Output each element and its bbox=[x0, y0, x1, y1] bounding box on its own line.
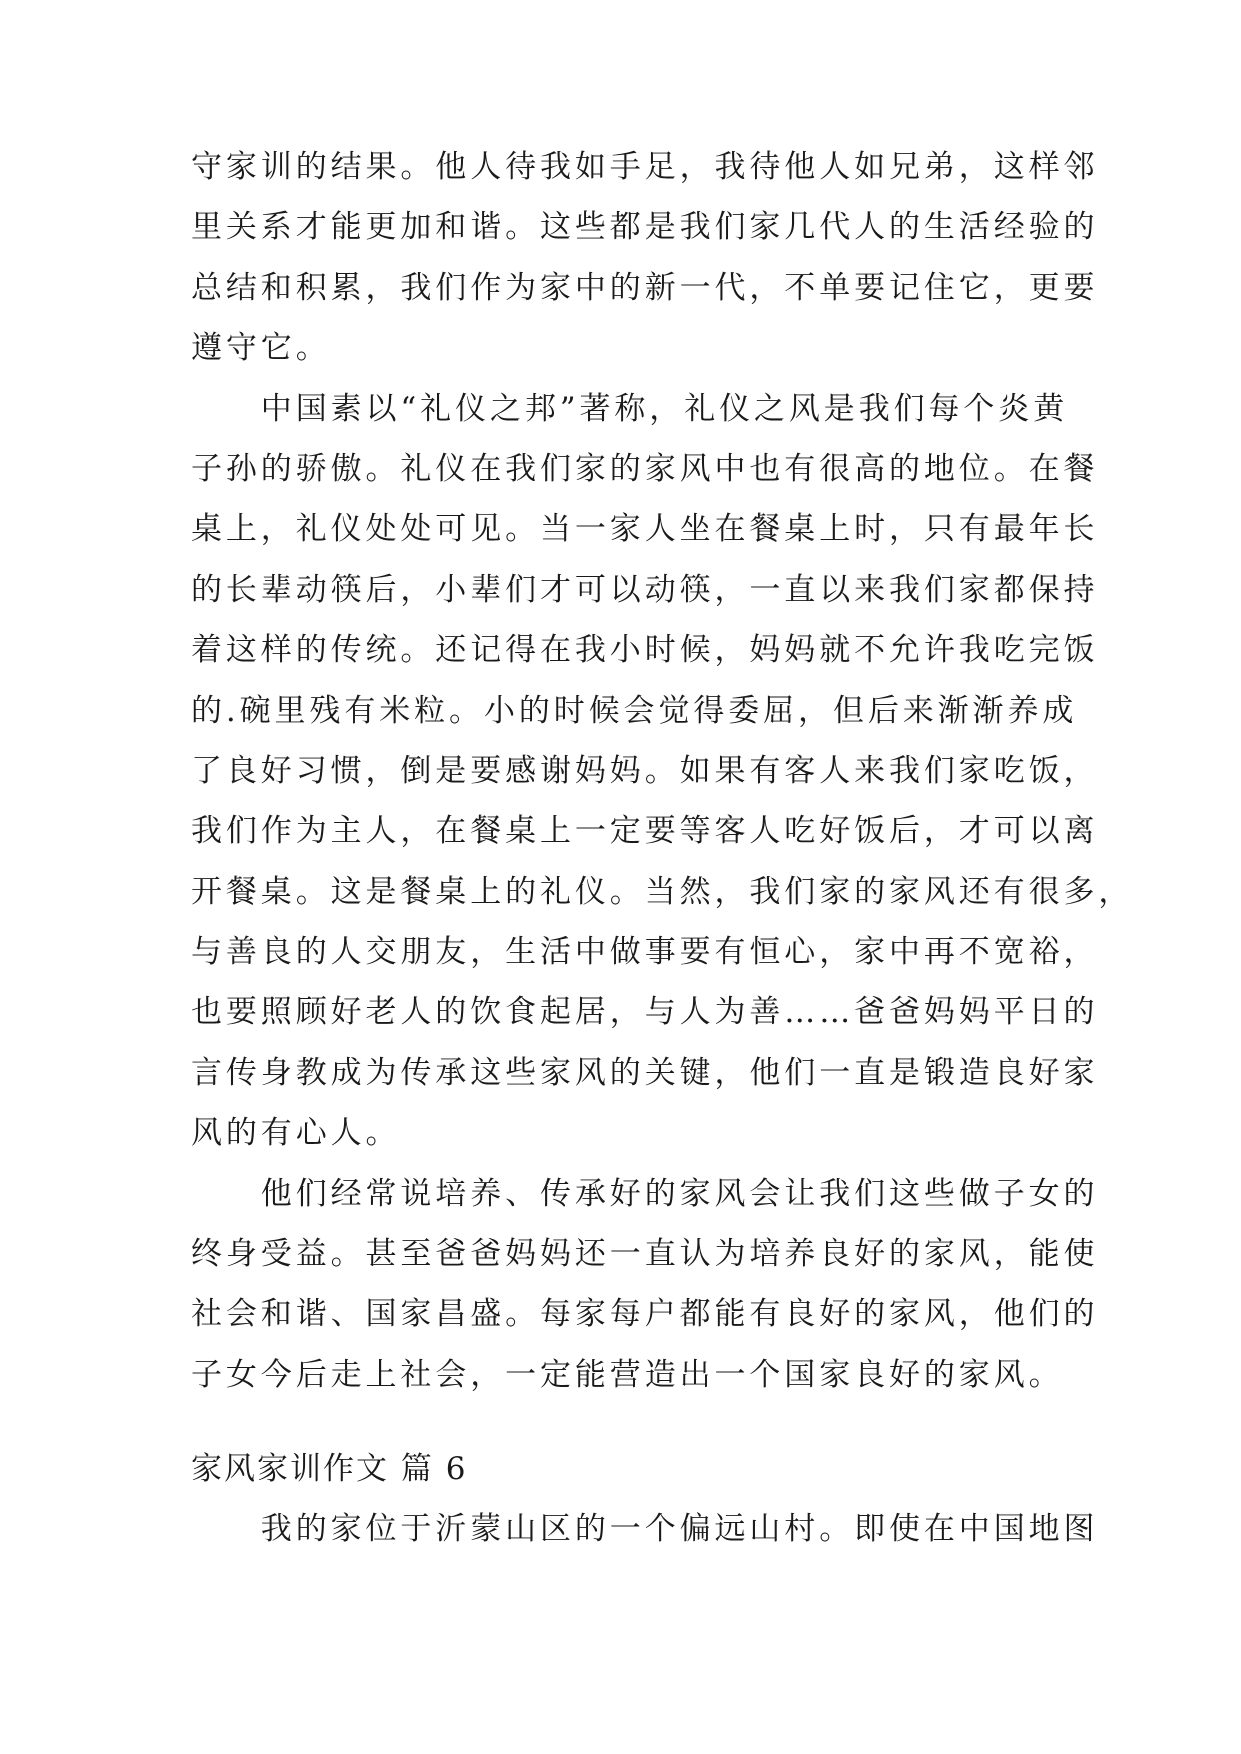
text-line: 桌上，礼仪处处可见。当一家人坐在餐桌上时，只有最年长 bbox=[191, 511, 1099, 548]
text-line: 的.碗里残有米粒。小的时候会觉得委屈，但后来渐渐养成 bbox=[191, 692, 1078, 729]
text-line: 言传身教成为传承这些家风的关键，他们一直是锻造良好家 bbox=[191, 1054, 1099, 1091]
section-heading: 家风家训作文 篇 6 bbox=[191, 1451, 468, 1487]
text-line: 我们作为主人，在餐桌上一定要等客人吃好饭后，才可以离 bbox=[191, 813, 1099, 850]
text-line: 子女今后走上社会，一定能营造出一个国家良好的家风。 bbox=[191, 1356, 1064, 1393]
text-line: 里关系才能更加和谐。这些都是我们家几代人的生活经验的 bbox=[191, 209, 1099, 246]
text-line: 开餐桌。这是餐桌上的礼仪。当然，我们家的家风还有很多， bbox=[191, 873, 1134, 910]
body-text-block bbox=[191, 137, 1134, 1405]
text-line: 中国素以“礼仪之邦”著称，礼仪之风是我们每个炎黄 bbox=[191, 390, 1069, 427]
text-line: 守家训的结果。他人待我如手足，我待他人如兄弟，这样邻 bbox=[191, 149, 1099, 185]
text-line: 的长辈动筷后，小辈们才可以动筷，一直以来我们家都保持 bbox=[191, 571, 1099, 608]
text-line: 了良好习惯，倒是要感谢妈妈。如果有客人来我们家吃饭， bbox=[191, 752, 1099, 789]
text-line: 遵守它。 bbox=[191, 330, 331, 367]
text-line: 我的家位于沂蒙山区的一个偏远山村。即使在中国地图 bbox=[191, 1511, 1099, 1547]
text-line: 与善良的人交朋友，生活中做事要有恒心，家中再不宽裕， bbox=[191, 934, 1099, 971]
text-line: 风的有心人。 bbox=[191, 1115, 401, 1152]
text-line: 也要照顾好老人的饮食起居，与人为善……爸爸妈妈平日的 bbox=[191, 994, 1099, 1031]
text-line: 子孙的骄傲。礼仪在我们家的家风中也有很高的地位。在餐 bbox=[191, 450, 1099, 487]
text-line: 社会和谐、国家昌盛。每家每户都能有良好的家风，他们的 bbox=[191, 1296, 1099, 1333]
body-text-block-2 bbox=[191, 1499, 1099, 1559]
text-line: 着这样的传统。还记得在我小时候，妈妈就不允许我吃完饭 bbox=[191, 632, 1099, 669]
text-line: 总结和积累，我们作为家中的新一代，不单要记住它，更要 bbox=[191, 269, 1099, 306]
text-line: 终身受益。甚至爸爸妈妈还一直认为培养良好的家风，能使 bbox=[191, 1236, 1099, 1273]
text-line: 他们经常说培养、传承好的家风会让我们这些做子女的 bbox=[191, 1175, 1099, 1212]
